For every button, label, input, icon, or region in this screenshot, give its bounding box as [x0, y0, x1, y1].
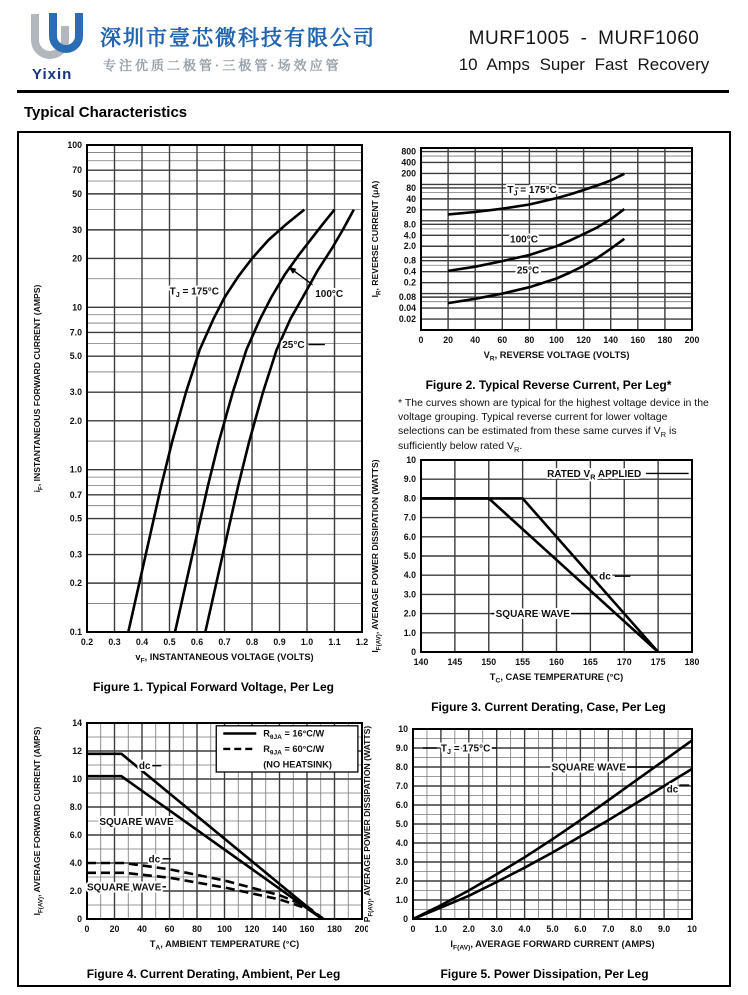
svg-text:20: 20 [443, 335, 453, 345]
company-logo-icon [26, 10, 88, 66]
svg-text:80: 80 [192, 924, 202, 934]
svg-text:800: 800 [401, 146, 416, 157]
svg-text:0.8: 0.8 [245, 637, 259, 647]
svg-text:RθJA = 16°C/W: $R_{\theta JA} = 16^\circ C/W$ [263, 728, 325, 742]
svg-text:4.0: 4.0 [403, 570, 416, 581]
svg-text:9.0: 9.0 [395, 743, 408, 753]
svg-text:80: 80 [406, 182, 416, 193]
svg-text:0: 0 [418, 335, 424, 345]
svg-text:5.0: 5.0 [403, 551, 416, 561]
svg-text:0.2: 0.2 [403, 277, 416, 288]
svg-text:0: 0 [84, 924, 90, 934]
svg-text:0.1: 0.1 [69, 627, 82, 637]
figure-5-power-dissipation [359, 721, 700, 981]
svg-text:0.5: 0.5 [163, 637, 176, 647]
figure-1-caption: Figure 1. Typical Forward Voltage, Per Leg [93, 680, 334, 694]
svg-text:VR, REVERSE VOLTAGE (VOLTS): $V_R$, REVERSE VOLTAGE (VOLTS) [483, 350, 630, 363]
fig3-svg [367, 454, 700, 690]
svg-text:2.0: 2.0 [395, 876, 408, 886]
svg-text:40: 40 [470, 335, 481, 345]
svg-text:IF(AV), AVERAGE FORWARD CURREN: $I_{F(AV)}$, AVERAGE FORWARD CURRENT (AMPS) [32, 726, 45, 916]
svg-text:180: 180 [657, 335, 673, 345]
header-divider [17, 90, 729, 93]
svg-text:2.0: 2.0 [403, 608, 416, 619]
fig1-svg [29, 137, 368, 670]
section-title: Typical Characteristics [24, 104, 188, 121]
svg-text:80: 80 [524, 335, 535, 345]
svg-text:dc: dc [148, 854, 161, 866]
current-derating-ambient-chart [29, 715, 368, 962]
svg-text:6.0: 6.0 [395, 800, 408, 810]
svg-text:7.0: 7.0 [403, 512, 416, 523]
svg-text:30: 30 [72, 224, 82, 235]
svg-text:4.0: 4.0 [403, 230, 416, 241]
svg-text:200: 200 [401, 168, 416, 179]
svg-text:PF(AV), AVERAGE POWER DISSIPAT: $P_{F(AV)}$, AVERAGE POWER DISSIPATION (WATTS) [362, 725, 375, 923]
brand-text: Yixin [32, 66, 73, 83]
svg-text:7.0: 7.0 [602, 924, 615, 934]
svg-text:0: 0 [77, 914, 82, 924]
svg-text:10: 10 [72, 774, 82, 784]
svg-text:7.0: 7.0 [69, 327, 82, 338]
svg-text:9.0: 9.0 [657, 924, 671, 934]
svg-text:120: 120 [576, 335, 591, 345]
power-dissipation-chart [359, 721, 700, 962]
svg-text:8.0: 8.0 [69, 802, 82, 812]
svg-text:0.8: 0.8 [403, 255, 416, 266]
svg-text:0.5: 0.5 [69, 513, 82, 524]
svg-text:dc: dc [666, 784, 679, 796]
svg-text:2.0: 2.0 [462, 924, 475, 934]
svg-text:1.1: 1.1 [328, 637, 341, 647]
svg-text:100: 100 [549, 335, 564, 345]
figure-3-current-derating-case [367, 454, 700, 714]
svg-text:0.7: 0.7 [218, 637, 231, 647]
svg-text:165: 165 [583, 657, 598, 667]
svg-text:60: 60 [497, 335, 508, 345]
svg-text:0.4: 0.4 [403, 266, 416, 277]
svg-text:4.0: 4.0 [518, 924, 531, 934]
svg-text:1.0: 1.0 [434, 924, 448, 934]
svg-text:10: 10 [406, 455, 416, 465]
svg-text:0.2: 0.2 [69, 578, 82, 589]
svg-text:SQUARE WAVE: SQUARE WAVE [86, 882, 162, 894]
svg-text:40: 40 [137, 924, 147, 934]
fig5-svg [359, 721, 700, 957]
svg-text:1.0: 1.0 [69, 464, 82, 475]
svg-text:160: 160 [299, 924, 315, 934]
svg-text:5.0: 5.0 [546, 924, 559, 934]
forward-voltage-chart [29, 137, 368, 675]
svg-text:40: 40 [406, 193, 416, 204]
figures-panel [17, 131, 731, 987]
part-header [450, 28, 718, 75]
svg-text:SQUARE WAVE: SQUARE WAVE [495, 609, 570, 621]
svg-text:25°C: 25°C [282, 340, 305, 352]
svg-text:2.0: 2.0 [69, 415, 82, 426]
svg-text:100°C: 100°C [510, 234, 538, 246]
company-tagline: 专注优质二极管·三极管·场效应管 [103, 58, 342, 73]
svg-text:3.0: 3.0 [490, 924, 503, 934]
svg-text:TC, CASE TEMPERATURE (°C): $T_C$, CASE TEMPERATURE (°C) [489, 672, 624, 685]
svg-text:50: 50 [72, 188, 82, 199]
svg-text:2.0: 2.0 [69, 886, 82, 896]
svg-text:8.0: 8.0 [403, 219, 416, 230]
svg-text:100: 100 [217, 924, 232, 934]
svg-text:vF, INSTANTANEOUS VOLTAGE (VOL: $v_F$, INSTANTANEOUS VOLTAGE (VOLTS) [135, 652, 314, 665]
svg-text:1.0: 1.0 [395, 895, 408, 905]
svg-text:dc: dc [599, 571, 611, 583]
svg-text:175: 175 [650, 657, 666, 667]
svg-text:12: 12 [72, 746, 82, 756]
svg-text:9.0: 9.0 [403, 474, 416, 485]
svg-text:155: 155 [515, 657, 530, 667]
svg-text:10: 10 [72, 302, 82, 313]
figure-5-caption: Figure 5. Power Dissipation, Per Leg [440, 967, 649, 981]
figure-2-reverse-current [367, 142, 700, 392]
svg-text:6.0: 6.0 [403, 531, 416, 542]
svg-text:5.0: 5.0 [69, 351, 82, 362]
svg-text:TA, AMBIENT TEMPERATURE (°C): $T_A$, AMBIENT TEMPERATURE (°C) [149, 939, 300, 952]
svg-text:20: 20 [72, 253, 82, 264]
svg-text:0.2: 0.2 [80, 637, 94, 647]
svg-text:0.7: 0.7 [69, 489, 82, 500]
svg-text:6.0: 6.0 [69, 830, 82, 840]
part-number-title: MURF1005 - MURF1060 [468, 28, 700, 49]
company-name: 深圳市壹芯微科技有限公司 [100, 27, 376, 50]
svg-text:3.0: 3.0 [69, 387, 82, 398]
svg-text:TJ = 175°C: $T_J = 175^\circ C$ [440, 743, 491, 756]
svg-text:100°C: 100°C [315, 288, 344, 300]
figure-2-footnote: * The curves shown are typical for the highest voltage device in the voltage grouping. Typical reverse current for lower voltage selections can be estimated from these same curves if $V_R$ is sufficiently below rated $V_R$. [398, 397, 709, 454]
svg-text:20: 20 [109, 924, 120, 934]
svg-text:0.08: 0.08 [398, 292, 416, 303]
svg-text:4.0: 4.0 [69, 858, 82, 868]
svg-text:1.0: 1.0 [300, 637, 314, 647]
svg-text:140: 140 [272, 924, 287, 934]
svg-text:10: 10 [398, 724, 408, 734]
svg-text:SQUARE WAVE: SQUARE WAVE [551, 762, 626, 774]
svg-text:150: 150 [481, 657, 497, 667]
svg-text:IR, REVERSE CURRENT (μA): $I_R$, REVERSE CURRENT (μA) [370, 180, 383, 298]
figure-1-forward-voltage [29, 137, 368, 694]
svg-text:2.0: 2.0 [403, 241, 416, 252]
svg-text:8.0: 8.0 [630, 924, 643, 934]
svg-text:170: 170 [616, 657, 632, 667]
svg-text:0.3: 0.3 [69, 549, 82, 560]
svg-text:0.3: 0.3 [108, 637, 121, 647]
svg-text:0.9: 0.9 [273, 637, 286, 647]
svg-text:200: 200 [684, 335, 700, 345]
svg-text:160: 160 [549, 657, 564, 667]
svg-text:70: 70 [72, 165, 82, 176]
svg-text:RθJA = 60°C/W: $R_{\theta JA} = 60^\circ C/W$ [263, 744, 325, 757]
svg-text:1.2: 1.2 [355, 637, 368, 647]
figure-4-caption: Figure 4. Current Derating, Ambient, Per Leg [86, 967, 341, 981]
svg-text:0.02: 0.02 [398, 314, 416, 325]
svg-text:8.0: 8.0 [403, 493, 416, 504]
svg-text:TJ = 175°C: $T_J = 175^\circ C$ [507, 185, 557, 198]
svg-text:25°C: 25°C [516, 265, 540, 277]
svg-text:60: 60 [164, 924, 175, 934]
svg-text:200: 200 [354, 924, 368, 934]
svg-text:0.6: 0.6 [190, 637, 204, 647]
svg-text:3.0: 3.0 [395, 857, 408, 867]
svg-text:6.0: 6.0 [574, 924, 587, 934]
svg-text:1.0: 1.0 [403, 627, 416, 638]
svg-text:0: 0 [411, 647, 416, 657]
svg-text:dc: dc [138, 761, 151, 773]
fig4-svg [29, 715, 368, 957]
svg-text:(NO HEATSINK): (NO HEATSINK) [263, 759, 332, 770]
svg-text:5.0: 5.0 [395, 819, 408, 829]
svg-text:145: 145 [447, 657, 463, 667]
svg-text:20: 20 [406, 204, 416, 215]
svg-text:0.04: 0.04 [398, 303, 416, 314]
svg-text:0: 0 [403, 914, 408, 924]
svg-text:180: 180 [327, 924, 342, 934]
svg-text:0: 0 [410, 924, 416, 934]
svg-text:IF(AV), AVERAGE FORWARD CURREN: $I_{F(AV)}$, AVERAGE FORWARD CURRENT (AMPS) [450, 939, 655, 952]
figure-3-caption: Figure 3. Current Derating, Case, Per Leg [431, 700, 666, 714]
svg-text:180: 180 [684, 657, 700, 667]
svg-text:3.0: 3.0 [403, 589, 416, 600]
svg-text:140: 140 [603, 335, 619, 345]
svg-text:TJ = 175°C: $T_J = 175^\circ C$ [169, 286, 219, 299]
reverse-current-chart [367, 142, 700, 373]
svg-text:120: 120 [244, 924, 260, 934]
product-subtitle: 10 Amps Super Fast Recovery [458, 55, 710, 74]
svg-text:iF, INSTANTANEOUS FORWARD CURR: $i_F$, INSTANTANEOUS FORWARD CURRENT (AMPS) [32, 284, 45, 493]
svg-text:8.0: 8.0 [395, 762, 408, 772]
svg-text:100: 100 [67, 140, 82, 150]
current-derating-case-chart [367, 454, 700, 695]
svg-text:RATED VR APPLIED: RATED $V_R$ APPLIED [547, 468, 642, 482]
figure-2-caption: Figure 2. Typical Reverse Current, Per Leg* [425, 378, 672, 392]
svg-text:0.4: 0.4 [135, 637, 149, 647]
svg-text:10: 10 [687, 924, 697, 934]
svg-text:400: 400 [401, 157, 416, 168]
svg-text:7.0: 7.0 [395, 781, 408, 791]
svg-text:IF(AV), AVERAGE POWER DISSIPAT: $I_{F(AV)}$, AVERAGE POWER DISSIPATION (WATTS) [370, 459, 383, 653]
fig2-svg [367, 142, 700, 368]
svg-text:160: 160 [630, 335, 646, 345]
figure-4-current-derating-ambient [29, 715, 368, 981]
svg-text:SQUARE WAVE: SQUARE WAVE [99, 817, 174, 829]
svg-text:140: 140 [413, 657, 429, 667]
svg-text:14: 14 [72, 718, 82, 728]
svg-text:4.0: 4.0 [395, 838, 408, 848]
